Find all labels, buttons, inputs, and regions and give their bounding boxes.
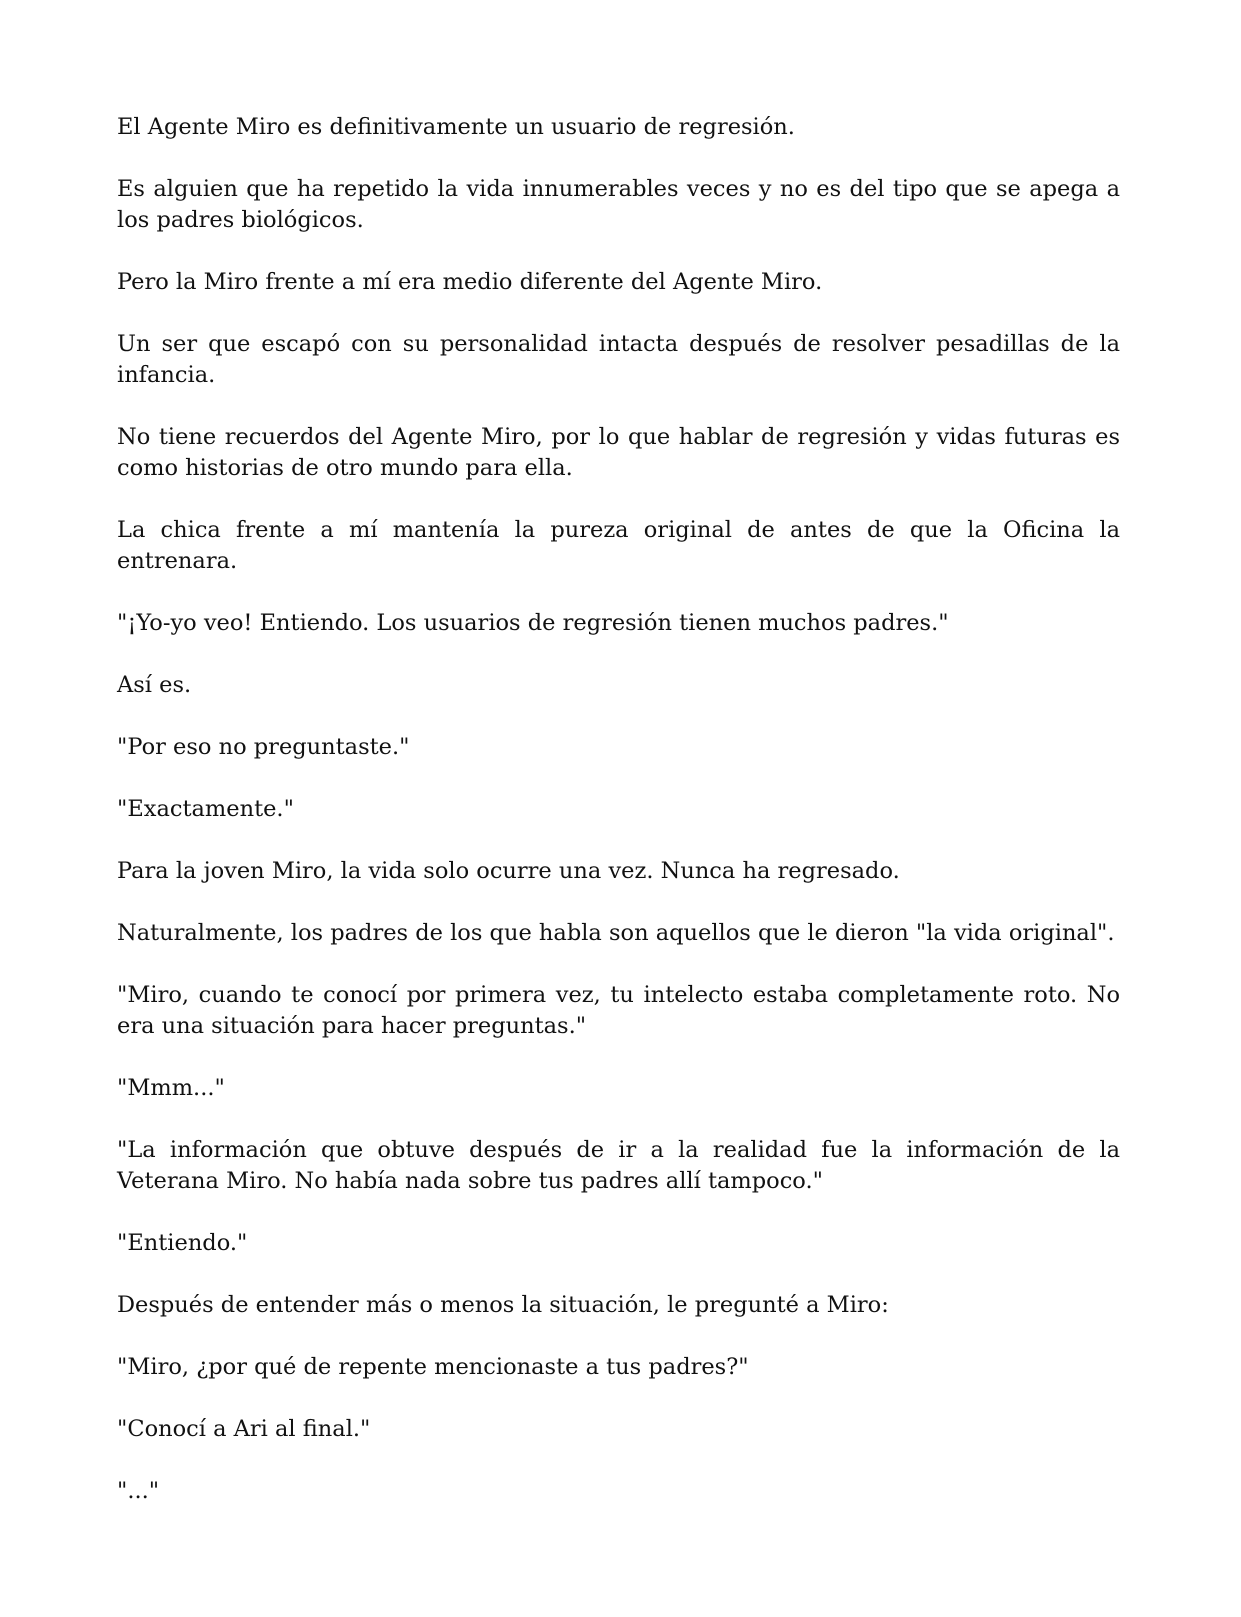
paragraph: "Entiendo." [117, 1230, 248, 1256]
paragraph: La chica frente a mí mantenía la pureza original de antes de que la Oficina la entrenara. [117, 517, 1120, 574]
document-body [117, 112, 1120, 1538]
paragraph: Después de entender más o menos la situación, le pregunté a Miro: [117, 1292, 889, 1318]
paragraph: "Exactamente." [117, 796, 294, 822]
paragraph: "¡Yo-yo veo! Entiendo. Los usuarios de regresión tienen muchos padres." [117, 610, 949, 636]
paragraph: "Miro, cuando te conocí por primera vez, tu intelecto estaba completamente roto. No era una situación para hacer preguntas." [117, 982, 1120, 1039]
paragraph: Naturalmente, los padres de los que habla son aquellos que le dieron "la vida original". [117, 920, 1115, 946]
paragraph: "La información que obtuve después de ir a la realidad fue la información de la Veterana Miro. No había nada sobre tus padres allí tampoco." [117, 1137, 1120, 1194]
paragraph: Un ser que escapó con su personalidad intacta después de resolver pesadillas de la infancia. [117, 331, 1120, 388]
paragraph: Es alguien que ha repetido la vida innumerables veces y no es del tipo que se apega a los padres biológicos. [117, 176, 1120, 233]
paragraph: Para la joven Miro, la vida solo ocurre una vez. Nunca ha regresado. [117, 858, 900, 884]
paragraph: "..." [117, 1478, 160, 1504]
paragraph: "Miro, ¿por qué de repente mencionaste a tus padres?" [117, 1354, 749, 1380]
paragraph: "Por eso no preguntaste." [117, 734, 410, 760]
paragraph: "Mmm..." [117, 1075, 225, 1101]
paragraph: El Agente Miro es definitivamente un usuario de regresión. [117, 114, 795, 140]
paragraph: No tiene recuerdos del Agente Miro, por lo que hablar de regresión y vidas futuras es como historias de otro mundo para ella. [117, 424, 1120, 481]
paragraph: Pero la Miro frente a mí era medio diferente del Agente Miro. [117, 269, 823, 295]
paragraph: "Conocí a Ari al final." [117, 1416, 371, 1442]
paragraph: Así es. [117, 672, 192, 698]
